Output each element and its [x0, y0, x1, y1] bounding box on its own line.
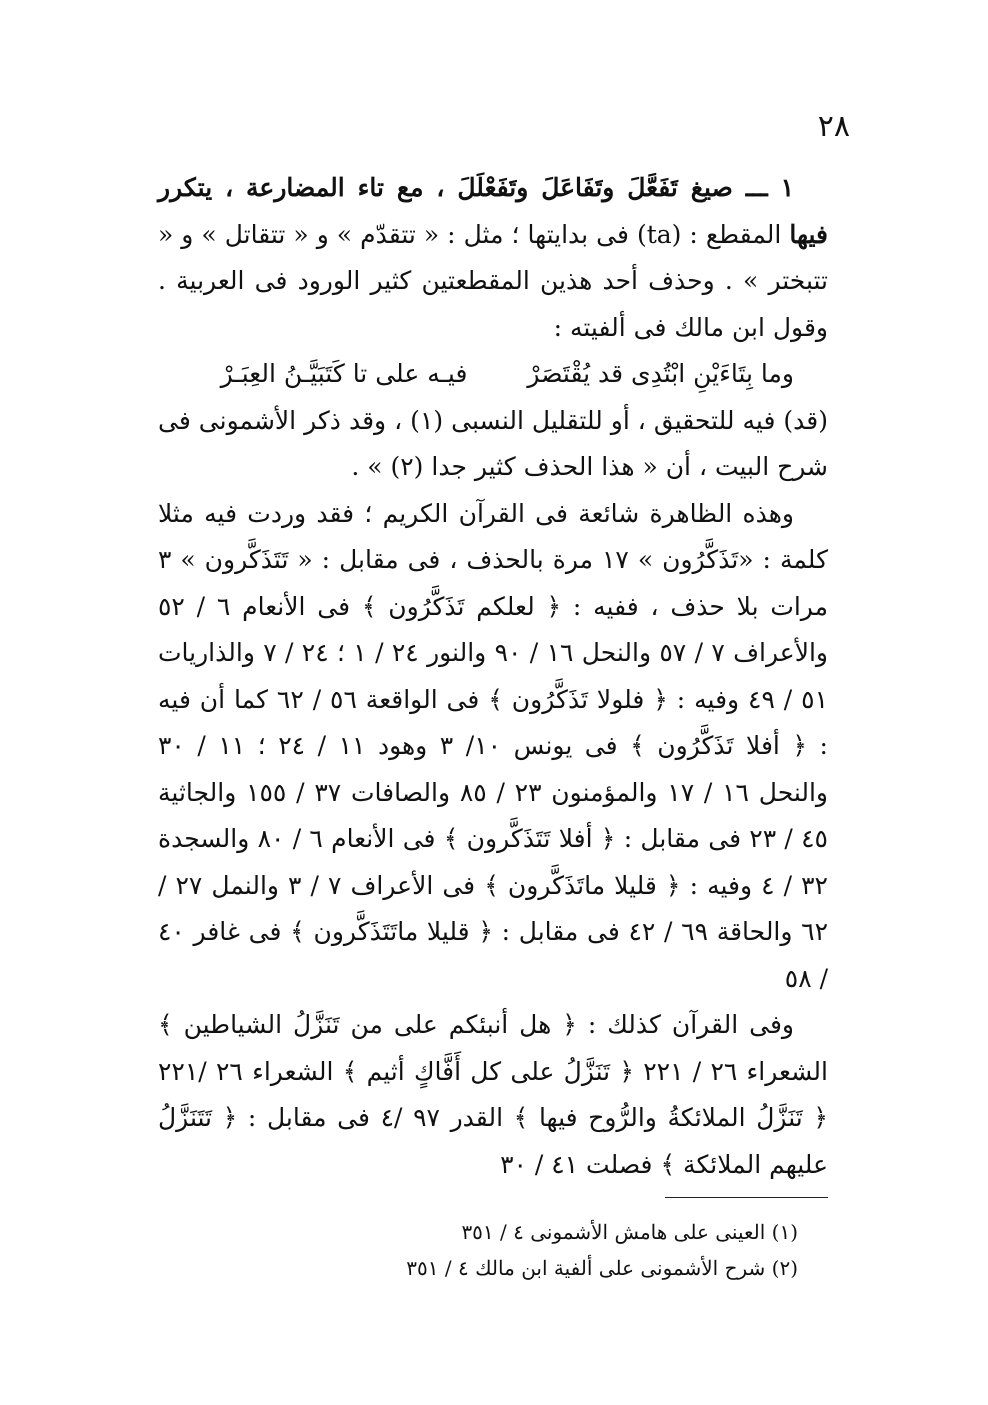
footnote-2: (٢) شرح الأشمونى على ألفية ابن مالك ٤ / ٣٥١ — [406, 1256, 798, 1280]
section-heading: ١ ـــ صيغ تَفَعَّلَ وتَفَاعَلَ وتَفَعْلَلَ ، مع تاء المضارعة ، يتكرر فيها — [158, 173, 829, 249]
page-number: ٢٨ — [817, 109, 850, 144]
paragraph-4: وفى القرآن كذلك : ﴿ هل أنبئكم على من تَنَزَّلُ الشياطين ﴾ الشعراء ٢٦ / ٢٢١ ﴿ تَنَزَّلُ على كل أَفَّاكٍ أثيم ﴾ الشعراء ٢٦ /٢٢١ ﴿ تَنَزَّلُ الملائكةُ والرُّوح فيها ﴾ القدر ٩٧ /٤ فى مقابل : ﴿ تَتَنَزَّلُ عليهم الملائكة ﴾ فصلت ٤١ / ٣٠ — [158, 1010, 828, 1179]
footnote-1: (١) العينى على هامش الأشمونى ٤ / ٣٥١ — [461, 1220, 798, 1244]
paragraph-1 — [158, 165, 828, 351]
paragraph-2: (قد) فيه للتحقيق ، أو للتقليل النسبى (١) ، وقد ذكر الأشمونى فى شرح البيت ، أن « هذا الحذف كثير جدا (٢) » . — [158, 405, 828, 481]
main-text — [158, 165, 828, 1188]
footnotes — [158, 1214, 828, 1286]
verse-line — [158, 351, 828, 398]
verse-second-hemistich: فيـه على تا كَتَبَيَّـنُ العِبَـرْ — [220, 359, 468, 388]
paragraph-3: وهذه الظاهرة شائعة فى القرآن الكريم ؛ فقد وردت فيه مثلا كلمة : «تَذَكَّرُون » ١٧ مرة بالحذف ، فى مقابل : « تَتَذَكَّرون » ٣ مرات بلا حذف ، ففيه : ﴿ لعلكم تَذَكَّرُون ﴾ فى الأنعام ٦ / ٥٢ والأعراف ٧ / ٥٧ والنحل ١٦ / ٩٠ والنور ٢٤ / ١ ؛ ٢٤ / ٧ والذاريات ٥١ / ٤٩ وفيه : ﴿ فلولا تَذَكَّرُون ﴾ فى الواقعة ٥٦ / ٦٢ كما أن فيه : ﴿ أفلا تَذَكَّرُون ﴾ فى يونس ١٠/ ٣ وهود ١١ / ٢٤ ؛ ١١ / ٣٠ والنحل ١٦ / ١٧ والمؤمنون ٢٣ / ٨٥ والصافات ٣٧ / ١٥٥ والجاثية ٤٥ / ٢٣ فى مقابل : ﴿ أفلا تَتَذَكَّرون ﴾ فى الأنعام ٦ / ٨٠ والسجدة ٣٢ / ٤ وفيه : ﴿ قليلا ماتَذَكَّرون ﴾ فى الأعراف ٧ / ٣ والنمل ٢٧ / ٦٢ والحاقة ٦٩ / ٤٢ فى مقابل : ﴿ قليلا ماتَتَذَكَّرون ﴾ فى غافر ٤٠ / ٥٨ — [158, 498, 829, 993]
paragraph-1-text: المقطع : (ta) فى بدايتها ؛ مثل : « تتقدّم » و « تتقاتل » و « تتبختر » . وحذف أحد هذين المقطعتين كثير الورود فى العربية . وقول ابن مالك فى ألفيته : — [158, 219, 828, 342]
verse-first-hemistich: وما بِتَاءَيْنِ ابْتُدِى قد يُقْتَصَرْ — [527, 359, 794, 388]
footnote-separator — [665, 1197, 828, 1198]
